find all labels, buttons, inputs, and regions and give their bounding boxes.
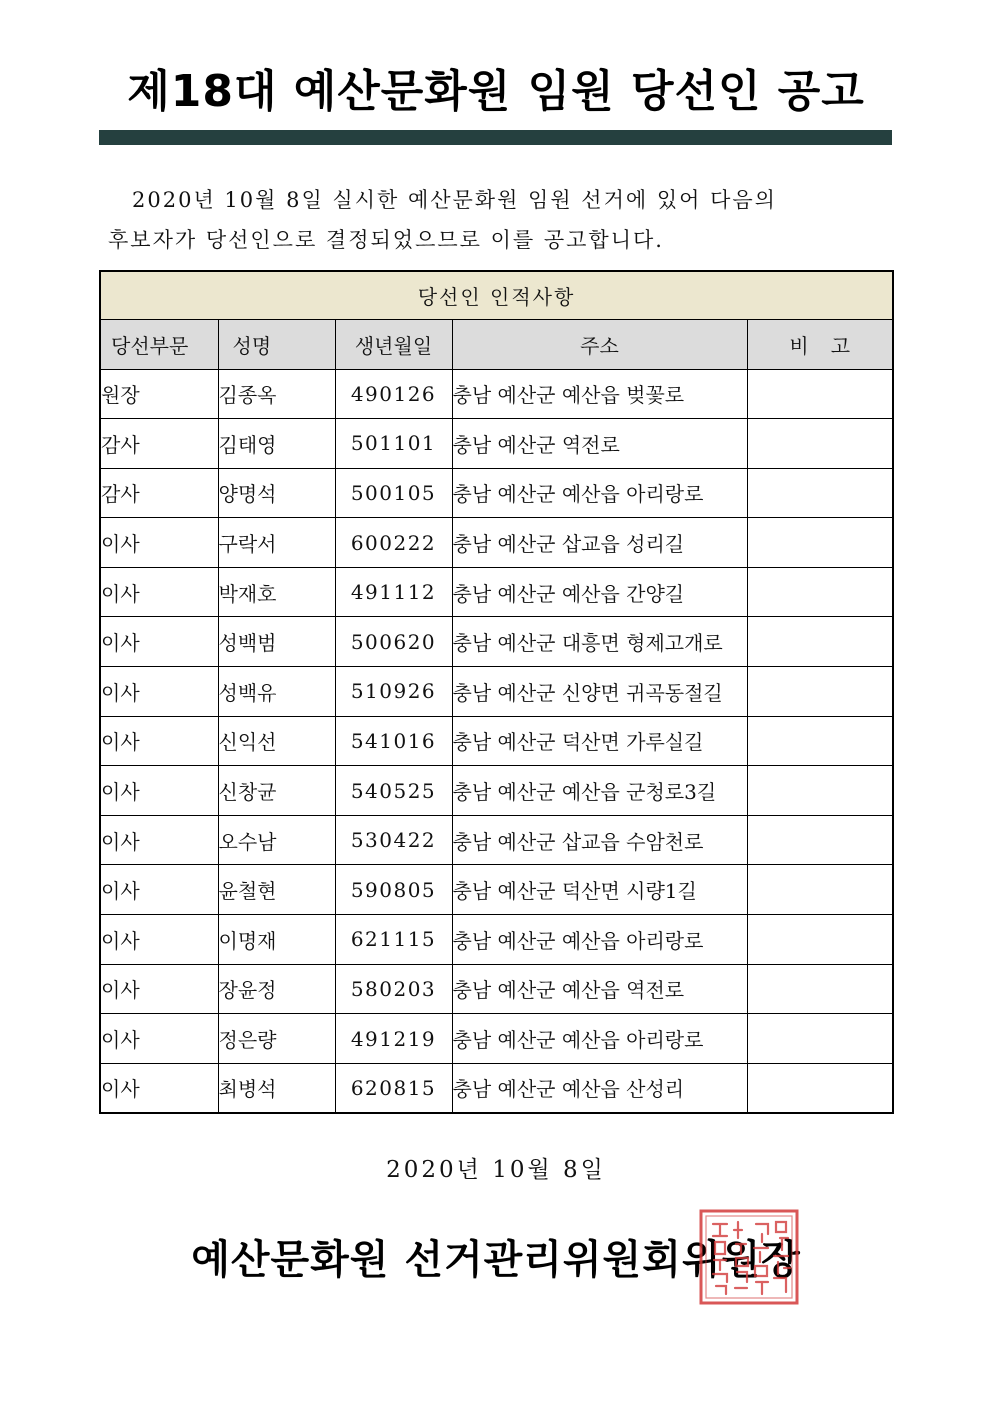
address-cell: 충남 예산군 신양면 귀곡동절길: [452, 667, 747, 717]
remarks-cell: [747, 915, 893, 965]
page-title: 제18대 예산문화원 임원 당선인 공고: [127, 66, 865, 117]
official-seal-stamp: [698, 1208, 800, 1306]
table-caption: 당선인 인적사항: [100, 271, 893, 319]
address-cell: 충남 예산군 예산읍 아리랑로: [452, 468, 747, 518]
table-body: [100, 369, 893, 1113]
remarks-cell: [747, 1063, 893, 1113]
department-cell: 이사: [100, 716, 218, 766]
address-cell: 충남 예산군 덕산면 가루실길: [452, 716, 747, 766]
department-cell: 이사: [100, 915, 218, 965]
name-cell: 이명재: [218, 915, 335, 965]
birthdate-cell: 491219: [335, 1014, 452, 1064]
name-cell: 성백유: [218, 667, 335, 717]
remarks-cell: [747, 716, 893, 766]
header-department: 당선부문: [100, 319, 218, 369]
department-cell: 이사: [100, 964, 218, 1014]
birthdate-cell: 540525: [335, 766, 452, 816]
name-cell: 김종옥: [218, 369, 335, 419]
address-cell: 충남 예산군 대흥면 형제고개로: [452, 617, 747, 667]
name-cell: 박재호: [218, 567, 335, 617]
header-address: 주소: [452, 319, 747, 369]
intro-line-2: 후보자가 당선인으로 결정되었으므로 이를 공고합니다.: [108, 228, 664, 252]
department-cell: 이사: [100, 1063, 218, 1113]
address-cell: 충남 예산군 덕산면 시량1길: [452, 865, 747, 915]
remarks-cell: [747, 865, 893, 915]
name-cell: 윤철현: [218, 865, 335, 915]
department-cell: 감사: [100, 468, 218, 518]
birthdate-cell: 500105: [335, 468, 452, 518]
remarks-cell: [747, 667, 893, 717]
name-cell: 최병석: [218, 1063, 335, 1113]
birthdate-cell: 500620: [335, 617, 452, 667]
name-cell: 구락서: [218, 518, 335, 568]
birthdate-cell: 541016: [335, 716, 452, 766]
address-cell: 충남 예산군 삽교읍 수암천로: [452, 815, 747, 865]
table-row: [100, 419, 893, 469]
name-cell: 김태영: [218, 419, 335, 469]
header-birthdate: 생년월일: [335, 319, 452, 369]
winners-table: [99, 270, 894, 1114]
department-cell: 이사: [100, 617, 218, 667]
birthdate-cell: 590805: [335, 865, 452, 915]
address-cell: 충남 예산군 예산읍 군청로3길: [452, 766, 747, 816]
address-cell: 충남 예산군 삽교읍 성리길: [452, 518, 747, 568]
birthdate-cell: 580203: [335, 964, 452, 1014]
table-row: [100, 468, 893, 518]
remarks-cell: [747, 468, 893, 518]
birthdate-cell: 501101: [335, 419, 452, 469]
table-row: [100, 964, 893, 1014]
name-cell: 양명석: [218, 468, 335, 518]
department-cell: 이사: [100, 667, 218, 717]
table-row: [100, 1063, 893, 1113]
address-cell: 충남 예산군 예산읍 아리랑로: [452, 1014, 747, 1064]
address-cell: 충남 예산군 역전로: [452, 419, 747, 469]
remarks-cell: [747, 617, 893, 667]
department-cell: 이사: [100, 567, 218, 617]
address-cell: 충남 예산군 예산읍 아리랑로: [452, 915, 747, 965]
department-cell: 이사: [100, 766, 218, 816]
issuer-title: 예산문화원 선거관리위원회위원장: [191, 1237, 801, 1283]
table-row: [100, 369, 893, 419]
remarks-cell: [747, 766, 893, 816]
remarks-cell: [747, 369, 893, 419]
remarks-cell: [747, 1014, 893, 1064]
department-cell: 감사: [100, 419, 218, 469]
department-cell: 이사: [100, 518, 218, 568]
address-cell: 충남 예산군 예산읍 간양길: [452, 567, 747, 617]
name-cell: 신창균: [218, 766, 335, 816]
birthdate-cell: 491112: [335, 567, 452, 617]
table-row: [100, 766, 893, 816]
remarks-cell: [747, 518, 893, 568]
department-cell: 이사: [100, 1014, 218, 1064]
name-cell: 신익선: [218, 716, 335, 766]
header-name: 성명: [218, 319, 335, 369]
name-cell: 정은량: [218, 1014, 335, 1064]
table-row: [100, 716, 893, 766]
table-row: [100, 915, 893, 965]
table-row: [100, 865, 893, 915]
header-remarks: 비고: [747, 319, 893, 369]
table-row: [100, 815, 893, 865]
table-row: [100, 617, 893, 667]
birthdate-cell: 490126: [335, 369, 452, 419]
department-cell: 원장: [100, 369, 218, 419]
department-cell: 이사: [100, 865, 218, 915]
name-cell: 오수남: [218, 815, 335, 865]
birthdate-cell: 530422: [335, 815, 452, 865]
birthdate-cell: 600222: [335, 518, 452, 568]
name-cell: 장윤정: [218, 964, 335, 1014]
birthdate-cell: 620815: [335, 1063, 452, 1113]
table-row: [100, 1014, 893, 1064]
remarks-cell: [747, 419, 893, 469]
name-cell: 성백범: [218, 617, 335, 667]
table-row: [100, 567, 893, 617]
address-cell: 충남 예산군 예산읍 산성리: [452, 1063, 747, 1113]
address-cell: 충남 예산군 예산읍 역전로: [452, 964, 747, 1014]
remarks-cell: [747, 567, 893, 617]
birthdate-cell: 621115: [335, 915, 452, 965]
table-header-row: [100, 319, 893, 369]
intro-paragraph: [108, 180, 888, 260]
birthdate-cell: 510926: [335, 667, 452, 717]
title-underline-bar: [99, 130, 892, 145]
address-cell: 충남 예산군 예산읍 벚꽃로: [452, 369, 747, 419]
table-row: [100, 667, 893, 717]
remarks-cell: [747, 815, 893, 865]
department-cell: 이사: [100, 815, 218, 865]
remarks-cell: [747, 964, 893, 1014]
table-caption-row: [100, 271, 893, 319]
notice-date: 2020년 10월 8일: [386, 1157, 606, 1183]
intro-line-1: 2020년 10월 8일 실시한 예산문화원 임원 선거에 있어 다음의: [132, 188, 777, 212]
table-row: [100, 518, 893, 568]
